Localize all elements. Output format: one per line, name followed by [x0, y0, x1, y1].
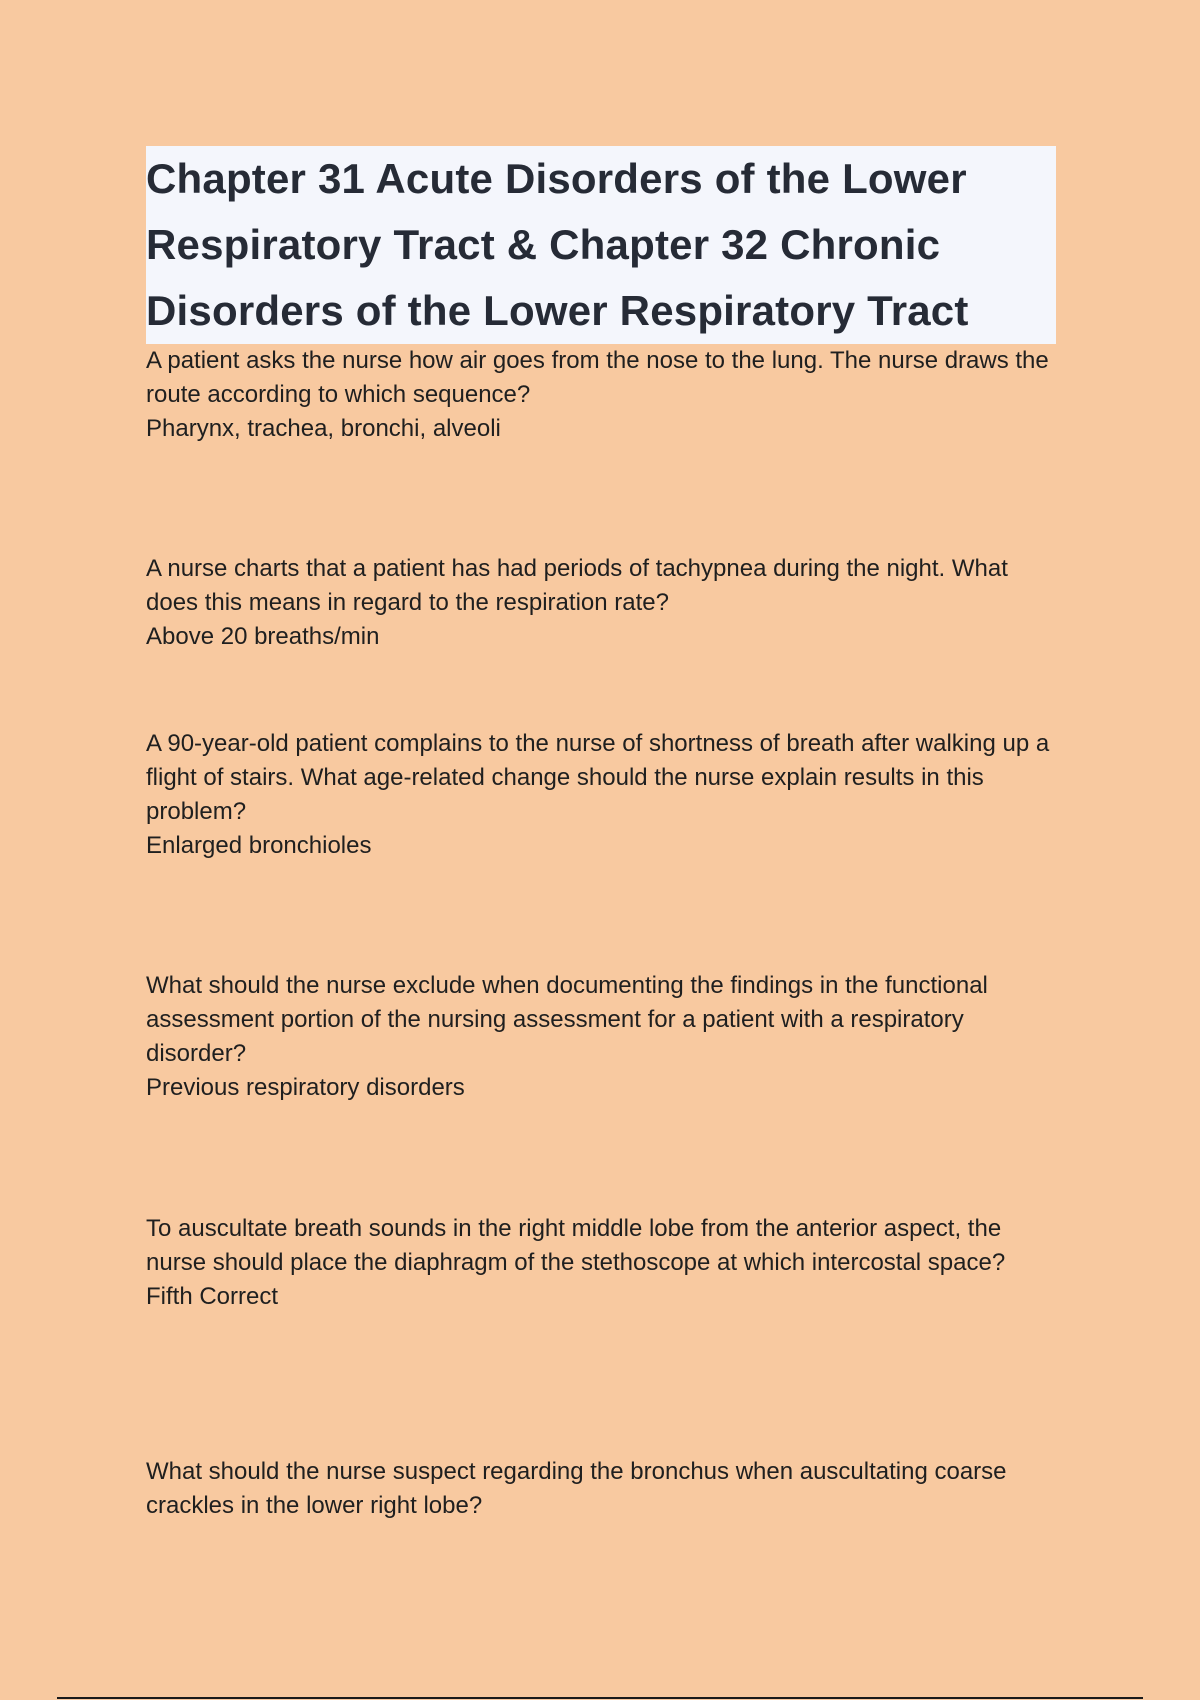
- answer-text: Fifth Correct: [146, 1283, 279, 1310]
- question-text: What should the nurse exclude when documenting the findings in the functional assessment portion of the nursing assessment for a patient with a respiratory disorder?: [146, 972, 988, 1067]
- answer-text: Pharynx, trachea, bronchi, alveoli: [146, 415, 501, 442]
- qa-item-3: [146, 727, 1066, 863]
- answer-text: Above 20 breaths/min: [146, 623, 380, 650]
- question-text: A 90-year-old patient complains to the nurse of shortness of breath after walking up a flight of stairs. What age-related change should the nurse explain results in this problem?: [146, 730, 1050, 825]
- qa-item-4: [146, 969, 1066, 1105]
- question-text: To auscultate breath sounds in the right middle lobe from the anterior aspect, the nurse should place the diaphragm of the stethoscope at which intercostal space?: [146, 1215, 1006, 1276]
- title-highlight: [146, 146, 1056, 344]
- qa-item-1: [146, 344, 1066, 446]
- qa-item-5: [146, 1212, 1066, 1314]
- question-text: What should the nurse suspect regarding the bronchus when auscultating coarse crackles in the lower right lobe?: [146, 1458, 1007, 1519]
- question-text: A nurse charts that a patient has had periods of tachypnea during the night. What does this means in regard to the respiration rate?: [146, 555, 1008, 616]
- footer-divider: [57, 1697, 1143, 1699]
- qa-item-6: [146, 1455, 1066, 1523]
- answer-text: Enlarged bronchioles: [146, 832, 372, 859]
- qa-item-2: [146, 552, 1066, 654]
- document-title: Chapter 31 Acute Disorders of the Lower Respiratory Tract & Chapter 32 Chronic Disorders of the Lower Respiratory Tract: [146, 155, 969, 334]
- question-text: A patient asks the nurse how air goes from the nose to the lung. The nurse draws the route according to which sequence?: [146, 347, 1049, 408]
- answer-text: Previous respiratory disorders: [146, 1074, 465, 1101]
